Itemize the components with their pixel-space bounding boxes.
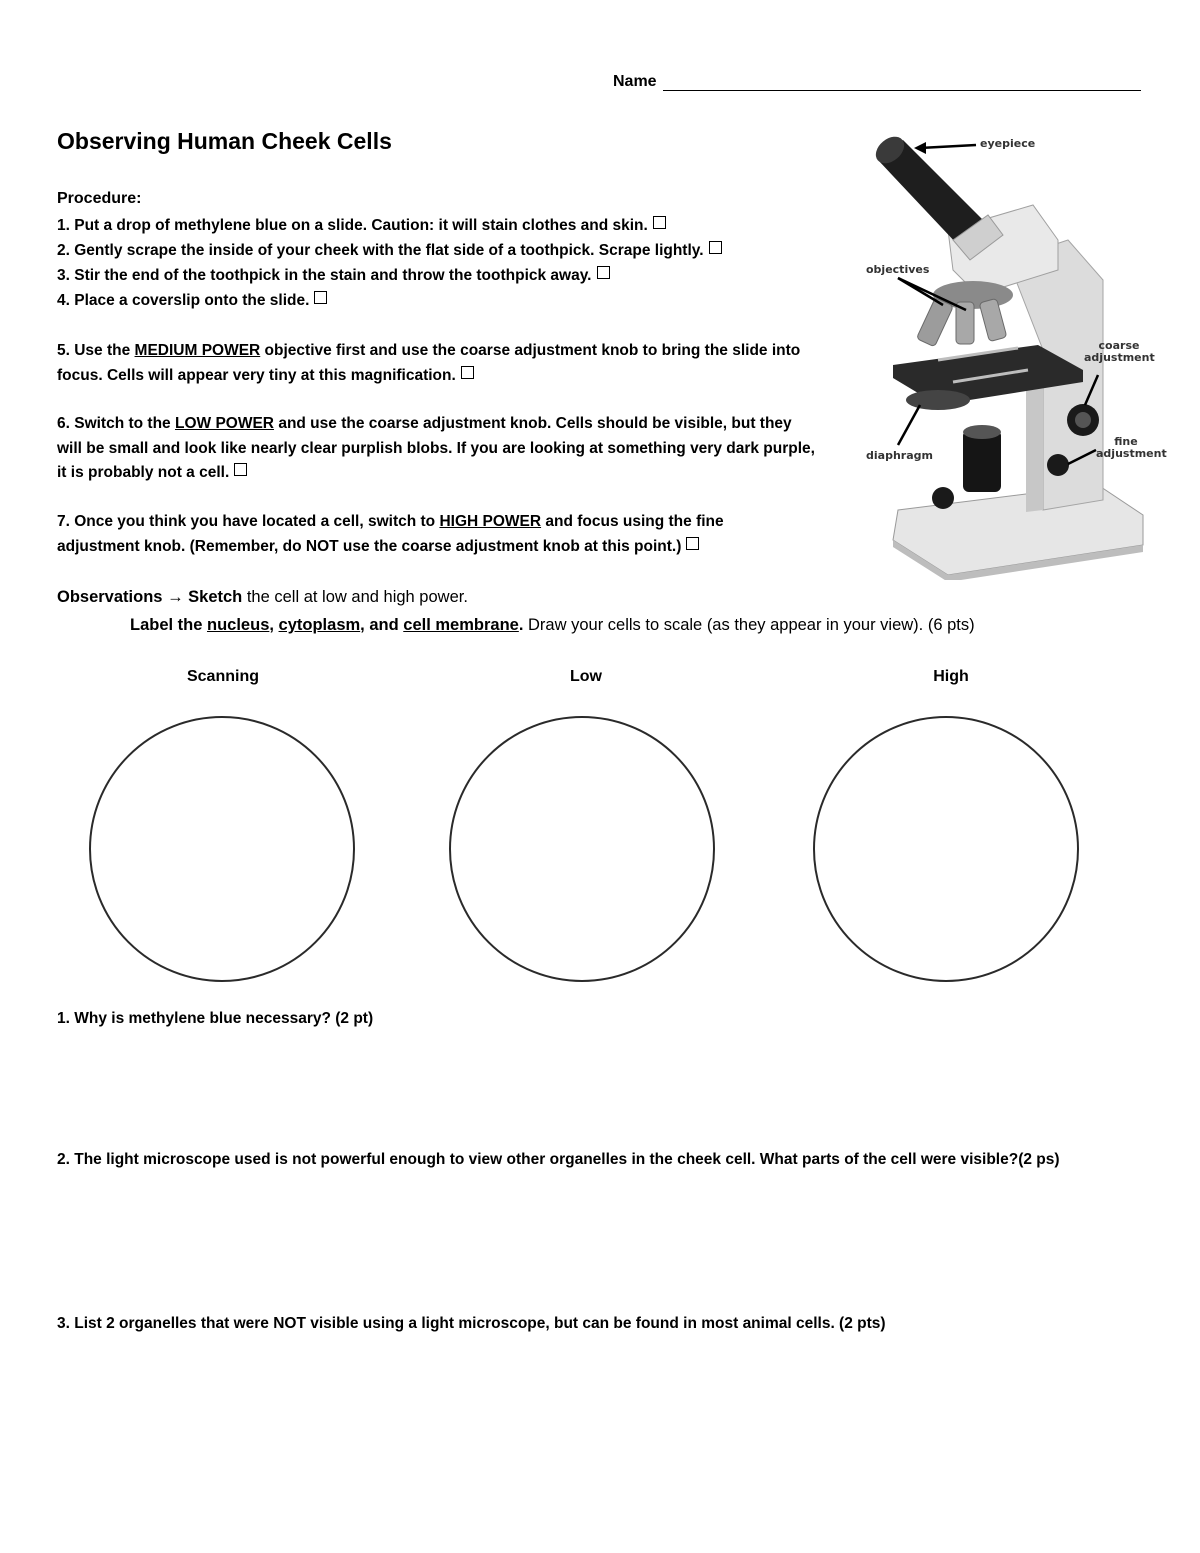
name-label: Name xyxy=(613,73,657,90)
procedure-heading: Procedure: xyxy=(57,190,142,207)
procedure-step-3 xyxy=(57,264,837,289)
procedure-step-4 xyxy=(57,289,837,314)
step-6-text-post: and use the coarse adjustment knob. Cells should be visible, but they will be small and look like nearly clear purplish blobs. If you are looking at something very dark purple, it is probably not a cell. xyxy=(57,415,815,481)
label-instructions xyxy=(130,616,975,635)
step-6-checkbox[interactable] xyxy=(234,463,247,476)
page-title: Observing Human Cheek Cells xyxy=(57,128,392,154)
step-text: 4. Place a coverslip onto the slide. xyxy=(57,292,310,309)
step-6-text-pre: 6. Switch to the xyxy=(57,415,175,432)
name-field[interactable] xyxy=(613,72,1141,91)
step-7-text-post: and focus using the fine adjustment knob. (Remember, do NOT use the coarse adjustment knob at this point.) xyxy=(57,513,724,555)
step-2-checkbox[interactable] xyxy=(709,241,722,254)
low-sketch-circle[interactable] xyxy=(449,716,715,982)
step-4-checkbox[interactable] xyxy=(314,291,327,304)
name-blank-line[interactable] xyxy=(663,72,1141,91)
step-5-emphasis: MEDIUM POWER xyxy=(134,342,261,359)
fine-adjustment-label: fine adjustment xyxy=(1096,435,1167,460)
sketch-word: Sketch xyxy=(188,588,243,606)
diaphragm-label: diaphragm xyxy=(866,449,933,462)
procedure-step-2 xyxy=(57,239,837,264)
procedure-step-7 xyxy=(57,510,797,559)
step-text: 1. Put a drop of methylene blue on a slide. Caution: it will stain clothes and skin. xyxy=(57,217,648,234)
step-text: 3. Stir the end of the toothpick in the stain and throw the toothpick away. xyxy=(57,267,592,284)
step-5-checkbox[interactable] xyxy=(461,366,474,379)
step-3-checkbox[interactable] xyxy=(597,266,610,279)
microscope-illustration xyxy=(858,120,1167,580)
question-1: 1. Why is methylene blue necessary? (2 pt) xyxy=(57,1010,374,1027)
procedure-step-5 xyxy=(57,339,827,388)
step-1-checkbox[interactable] xyxy=(653,216,666,229)
coarse-adjustment-label: coarse adjustment xyxy=(1084,339,1155,364)
step-6-emphasis: LOW POWER xyxy=(174,415,275,432)
objectives-label: objectives xyxy=(866,263,930,276)
procedure-step-6 xyxy=(57,412,817,486)
membrane-term: cell membrane xyxy=(403,616,519,634)
scale-instructions: Draw your cells to scale (as they appear in your view). (6 pts) xyxy=(523,616,975,634)
step-7-checkbox[interactable] xyxy=(686,537,699,550)
step-5-text-post: objective first and use the coarse adjustment knob to bring the slide into focus. Cells will appear very tiny at this magnification. xyxy=(57,342,801,384)
observations-line xyxy=(57,588,468,607)
question-3: 3. List 2 organelles that were NOT visible using a light microscope, but can be found in most animal cells. (2 pts) xyxy=(57,1315,886,1332)
procedure-step-1 xyxy=(57,214,837,239)
step-7-emphasis: HIGH POWER xyxy=(439,513,542,530)
cytoplasm-term: cytoplasm xyxy=(278,616,361,634)
separator: . xyxy=(518,616,524,634)
observations-text: the cell at low and high power. xyxy=(242,588,468,606)
nucleus-term: nucleus xyxy=(207,616,270,634)
separator: , and xyxy=(360,616,404,634)
step-5-text-pre: 5. Use the xyxy=(57,342,135,359)
scanning-sketch-circle[interactable] xyxy=(89,716,355,982)
observations-heading: Observations xyxy=(57,588,163,606)
eyepiece-label: eyepiece xyxy=(980,137,1036,150)
separator: , xyxy=(269,616,279,634)
high-sketch-circle[interactable] xyxy=(813,716,1079,982)
low-label: Low xyxy=(570,668,602,685)
step-text: 2. Gently scrape the inside of your cheek with the flat side of a toothpick. Scrape lightly. xyxy=(57,242,704,259)
scanning-label: Scanning xyxy=(186,668,259,685)
high-label: High xyxy=(933,668,969,685)
question-2: 2. The light microscope used is not powerful enough to view other organelles in the cheek cell. What parts of the cell were visible?(2 ps) xyxy=(57,1151,1060,1168)
label-lead: Label the xyxy=(130,616,208,634)
step-7-text-pre: 7. Once you think you have located a cell, switch to xyxy=(57,513,440,530)
arrow-icon: → xyxy=(167,588,184,606)
